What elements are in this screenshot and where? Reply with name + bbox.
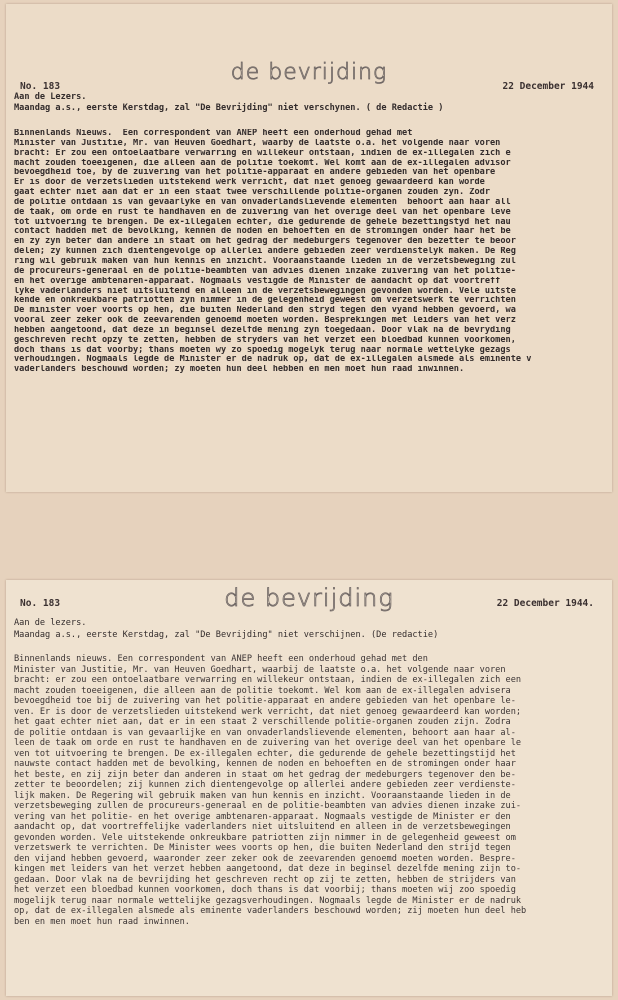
article-line: Minister van Justitie, Mr. van Heuven Goedhart, waarby de laatste o.a. het volgende naar voren	[14, 138, 501, 148]
article-line: en zy zyn beter dan andere in staat om het gedrag der medeburgers tegenover den bezetter te beoor	[14, 237, 516, 247]
article-line: Minister van Justitie, Mr. van Heuven Goedhart, waarbij de laatste o.a. het volgende naar voren	[14, 664, 506, 675]
issue-number: No. 183	[20, 81, 61, 92]
article-line: het verzet een bloedbad kunnen voorkomen, doch thans is dat voorbij; thans moeten wij zoo spoedig	[14, 885, 516, 895]
article-line: den vijand hebben gevoerd, waaronder zeer zeker ook de zeevarenden genoemd moeten worden. Bespre-	[14, 853, 516, 864]
article-line: ven. Er is door de verzetslieden uitstekend werk verricht, dat niet genoeg gewaardeerd kan worden;	[14, 706, 522, 717]
article-body	[14, 129, 608, 375]
issue-date: 22 December 1944	[502, 81, 594, 92]
article-line: bracht: Er zou een ontoelaatbare verwarring en willekeur ontstaan, indien de ex-illegalen zich e	[14, 148, 511, 158]
article-line: mogelijk terug naar normale wettelijke gezagsverhoudingen. Nogmaals legde de Minister er de nadruk	[14, 895, 522, 906]
article-line: lyke vaderlanders niet uitsluitend en alleen in de verzetsbewegingen gevonden worden. Vele uitste	[14, 286, 516, 296]
article-line: ven tot uitvoering te brengen. De ex-illegalen echter, die gedurende de gehele bezettingstijd het	[14, 748, 516, 759]
article-line: verzetsbeweging zullen de procureurs-generaal en de politie-beambten van advies dienen inzake zui-	[14, 801, 522, 811]
article-line: tot uitvoering te brengen. De ex-illegalen echter, die gedurende de gehele bezettingstyd het nau	[14, 217, 511, 227]
article-line: Binnenlands Nieuws. Een correspondent van ANEP heeft een onderhoud gehad met	[14, 129, 413, 138]
article-line: Binnenlands nieuws. Een correspondent van ANEP heeft een onderhoud gehad met den	[14, 654, 428, 664]
article-body	[14, 654, 608, 927]
issue-number: No. 183	[20, 598, 61, 609]
article-line: ring wil gebruik maken van hun kennis en inzicht. Vooraanstaande lieden in de verzetsbeweging zul	[14, 256, 516, 266]
issue-date: 22 December 1944.	[496, 598, 594, 609]
article-line: leen de taak om orde en rust te handhaven en de zuivering van het overige deel van het openbare le	[14, 738, 522, 748]
article-line: doch thans is dat voorby; thans moeten wy zo spoedig mogelyk terug naar normale wettelyke gezags	[14, 345, 511, 355]
article-line: het gaat echter niet aan, dat er in een staat 2 verschillende politie-organen zouden zijn. Zodra	[14, 717, 511, 727]
article-line: verzetswerk te verrichten. De Minister wees voorts op hen, die buiten Nederland den strijd tegen	[14, 843, 511, 853]
article-line: kingen met leiders van het verzet hebben aangetoond, dat deze in beginsel dezelfde mening zijn to-	[14, 864, 522, 874]
article-line: contact hadden met de bevolking, kennen de noden en behoeften en de stromingen onder haar het be	[14, 227, 511, 237]
newsletter-copy-top	[6, 4, 612, 492]
article-line: De minister voer voorts op hen, die buiten Nederland den stryd tegen den vyand hebben gevoerd, wa	[14, 306, 516, 316]
article-line: kende en onkreukbare patriotten zyn nimmer in de gelegenheid geweest om verzetswerk te verrichten	[14, 296, 516, 306]
article-line: verhoudingen. Nogmaals legde de Minister er de nadruk op, dat de ex-illegalen alsmede als eminente v	[14, 355, 532, 365]
article-line: gedaan. Door vlak na de bevrijding het geschreven recht op zij te zetten, hebben de strijders van	[14, 874, 516, 885]
article-line: vaderlanders beschouwd worden; zy moeten hun deel hebben en men moet hun raad inwinnen.	[14, 365, 465, 375]
article-line: de politie ontdaan is van gevaarlyke en van onvaderlandslievende elementen behoort aan haar all	[14, 197, 511, 207]
greeting: Aan de lezers.	[14, 618, 87, 628]
article-line: macht zouden toeeigenen, die alleen aan de politie toekomt. Wel kom aan de ex-illegalen advisera	[14, 685, 511, 696]
masthead-title: de bevrijding	[230, 60, 388, 85]
article-line: vooral zeer zeker ook de zeevarenden genoemd moeten worden. Besprekingen met leiders van het verz	[14, 316, 516, 326]
article-line: het beste, en zij zijn beter dan anderen in staat om het gedrag der medeburgers tegenover den be-	[14, 769, 516, 780]
newsletter-copy-bottom	[6, 580, 612, 996]
article-line: geschreven recht opzy te zetten, hebben de stryders van het verzet een bloedbad kunnen voorkomen,	[14, 335, 516, 345]
editorial-notice: Maandag a.s., eerste Kerstdag, zal "De Bevrijding" niet verschijnen. (De redactie)	[14, 630, 439, 640]
editorial-notice: Maandag a.s., eerste Kerstdag, zal "De Bevrijding" niet verschynen. ( de Redactie )	[14, 103, 444, 113]
article-line: en het overige ambtenaren-apparaat. Nogmaals vestigde de Minister de aandacht op dat voortreff	[14, 276, 501, 286]
article-line: lijk maken. De Regering wil gebruik maken van hun kennis en inzicht. Vooraanstaande lieden in de	[14, 790, 511, 801]
article-line: de procureurs-generaal en de politie-beambten van advies dienen inzake zuivering van het politie-	[14, 266, 516, 276]
article-line: zetter te beoordelen; zij kunnen zich dientengevolge op allerlei andere gebieden zeer verdienste-	[14, 780, 516, 790]
article-line: Er is door de verzetslieden uitstekend werk verricht, dat niet genoeg gewaardeerd kan worde	[14, 178, 485, 188]
article-line: nauwste contact hadden met de bevolking, kennen de noden en behoeften en de stromingen onder haar	[14, 759, 516, 769]
article-line: op, dat de ex-illegalen alsmede als eminente vaderlanders beschouwd worden; zij moeten hun deel heb	[14, 906, 527, 916]
greeting: Aan de Lezers.	[14, 92, 87, 102]
article-line: gevonden worden. Vele uitstekende onkreukbare patriotten zijn nimmer in de gelegenheid geweest om	[14, 832, 516, 843]
masthead-title: de bevrijding	[224, 584, 394, 612]
article-line: bevoegdheid toe, by de zuivering van het politie-apparaat en andere gebieden van het openbare	[14, 168, 496, 178]
article-line: aandacht op, dat voortreffelijke vaderlanders niet uitsluitend en alleen in de verzetsbewegingen	[14, 822, 511, 832]
article-line: gaat echter niet aan dat er in een staat twee verschillende politie-organen zouden zyn. Zodr	[14, 188, 490, 198]
article-line: de politie ontdaan is van gevaarlijke en van onvaderlandslievende elementen, behoort aan haar al-	[14, 727, 516, 738]
article-line: hebben aangetoond, dat deze in beginsel dezelfde mening zyn toegedaan. Door vlak na de bevryding	[14, 325, 511, 335]
article-line: delen; zy kunnen zich dientengevolge op allerlei andere gebieden zeer verdienstelyk maken. De Reg	[14, 247, 516, 257]
article-line: de taak, om orde en rust te handhaven en de zuivering van het overige deel van het openbare leve	[14, 207, 511, 217]
article-line: ben en men moet hun raad inwinnen.	[14, 916, 190, 927]
article-line: bevoegdheid toe bij de zuivering van het politie-apparaat en andere gebieden van het openbare le-	[14, 696, 516, 706]
article-line: bracht: er zou een ontoelaatbare verwarring en willekeur ontstaan, indien de ex-illegalen zich een	[14, 675, 522, 685]
article-line: vering van het politie- en het overige ambtenaren-apparaat. Nogmaals vestigde de Minister er den	[14, 811, 511, 822]
article-line: macht zouden toeeigenen, die alleen aan de politie toekomt. Wel komt aan de ex-illegalen advisor	[14, 158, 511, 168]
